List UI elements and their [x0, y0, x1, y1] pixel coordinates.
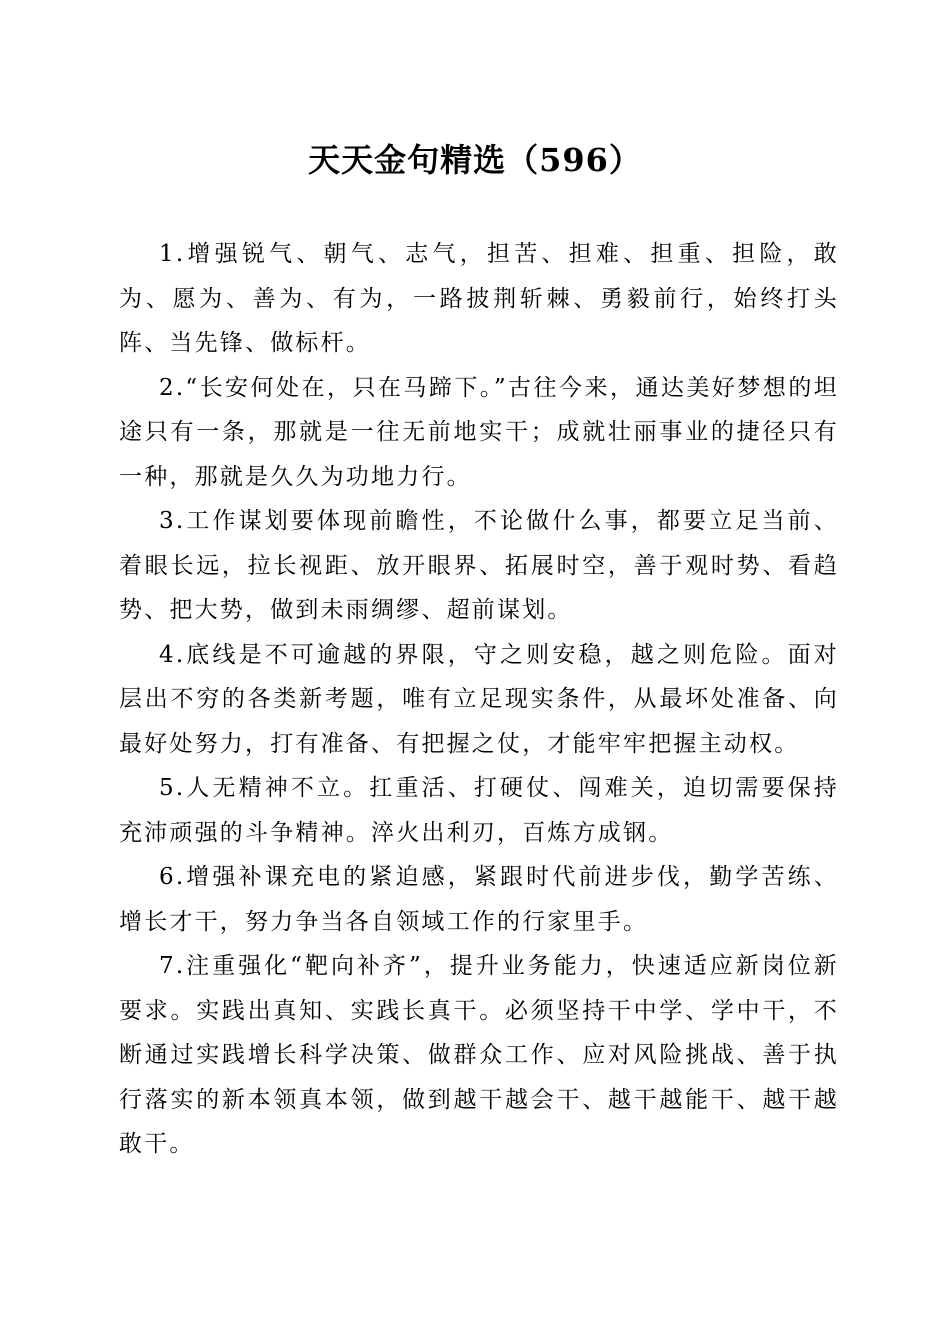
document-body: [119, 232, 839, 1167]
paragraph-3: 3.工作谋划要体现前瞻性，不论做什么事，都要立足当前、着眼长远，拉长视距、放开眼界、拓展时空，善于观时势、看趋势、把大势，做到未雨绸缪、超前谋划。: [119, 508, 839, 623]
paragraph-2: 2.“长安何处在，只在马蹄下。”古往今来，通达美好梦想的坦途只有一条，那就是一往无前地实干；成就壮丽事业的捷径只有一种，那就是久久为功地力行。: [119, 374, 839, 490]
paragraph-4: 4.底线是不可逾越的界限，守之则安稳，越之则危险。面对层出不穷的各类新考题，唯有立足现实条件，从最坏处准备、向最好处努力，打有准备、有把握之仗，才能牢牢把握主动权。: [119, 641, 839, 757]
paragraph-6: 6.增强补课充电的紧迫感，紧跟时代前进步伐，勤学苦练、增长才干，努力争当各自领域工作的行家里手。: [119, 864, 839, 935]
document-title: 天天金句精选（596）: [308, 141, 642, 179]
paragraph-5: 5.人无精神不立。扛重活、打硬仗、闯难关，迫切需要保持充沛顽强的斗争精神。淬火出利刃，百炼方成钢。: [119, 775, 839, 846]
paragraph-1: 1.增强锐气、朝气、志气，担苦、担难、担重、担险，敢为、愿为、善为、有为，一路披荆斩棘、勇毅前行，始终打头阵、当先锋、做标杆。: [119, 241, 839, 356]
paragraph-7: 7.注重强化“靶向补齐”，提升业务能力，快速适应新岗位新要求。实践出真知、实践长真干。必须坚持干中学、学中干，不断通过实践增长科学决策、做群众工作、应对风险挑战、善于执行落实的新本领真本领，做到越干越会干、越干越能干、越干越敢干。: [119, 953, 839, 1157]
